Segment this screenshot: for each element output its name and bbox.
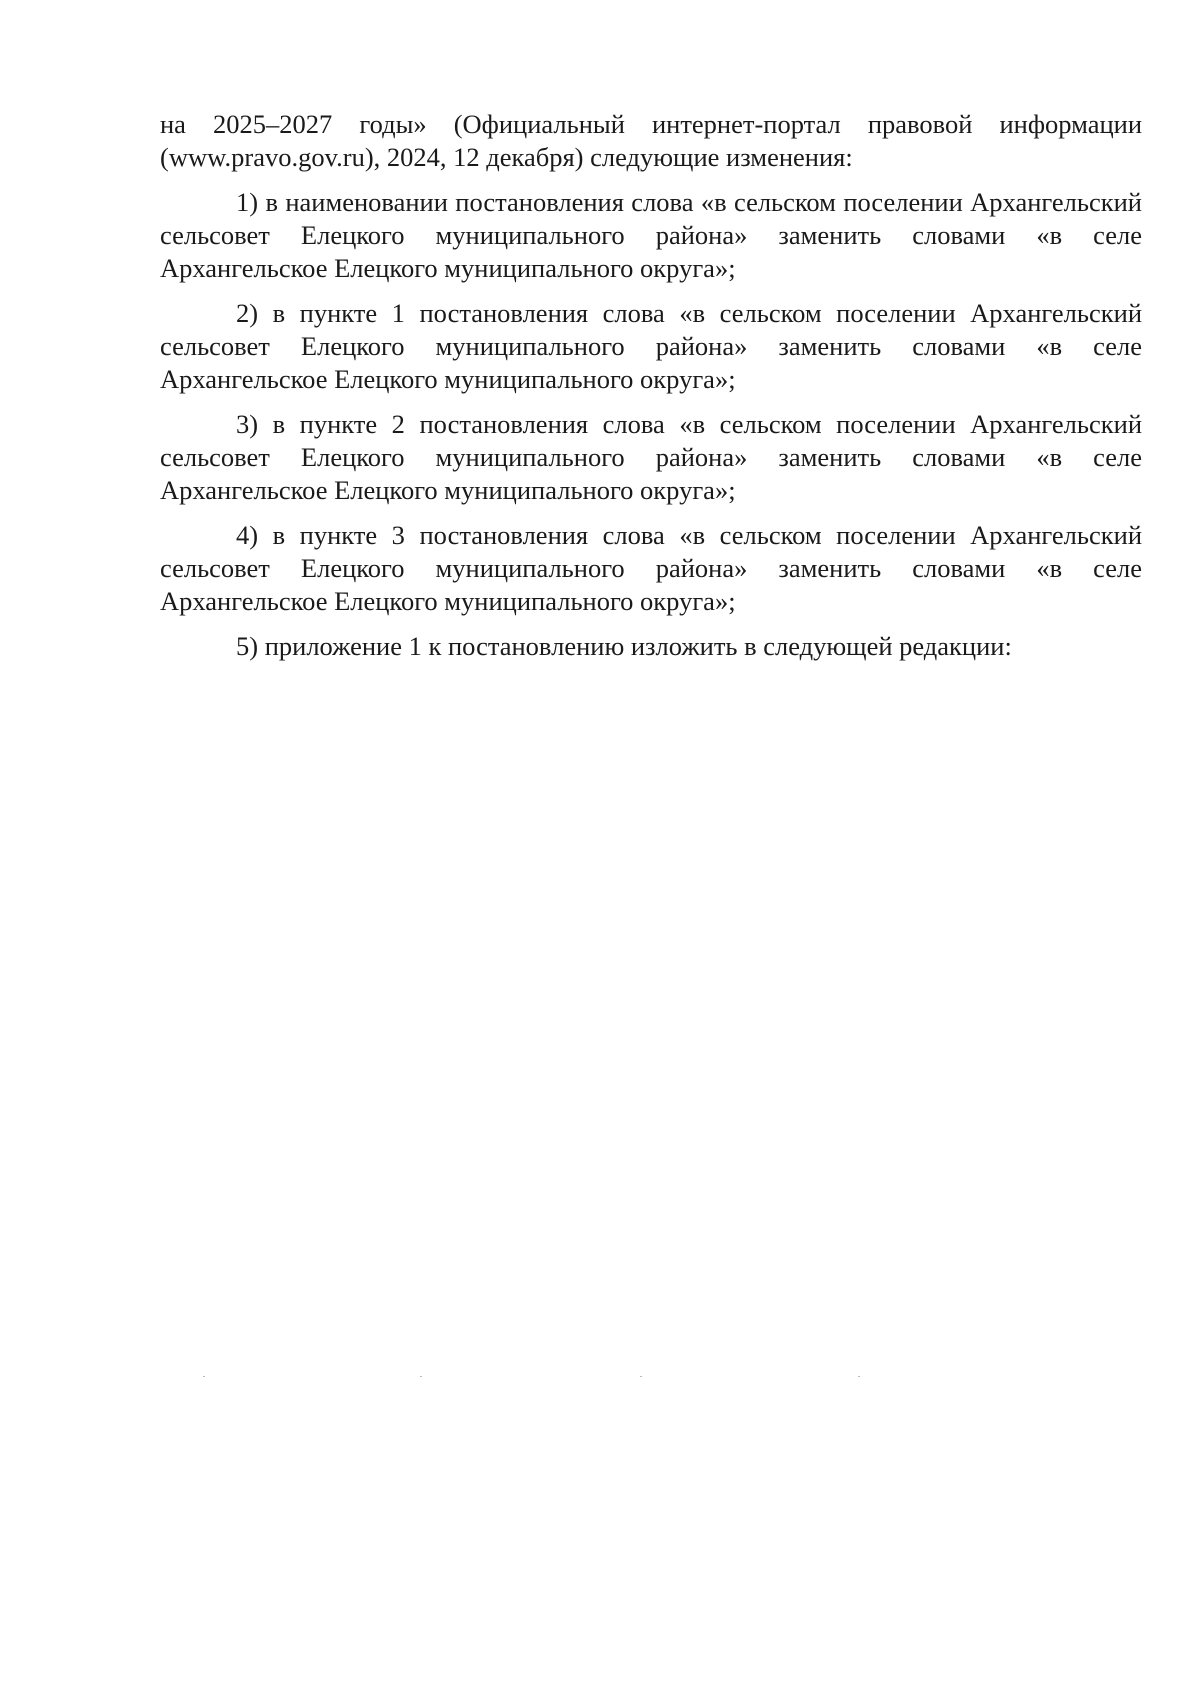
paragraph-item-5: 5) приложение 1 к постановлению изложить в следующей редакции: (236, 631, 1012, 661)
scan-speck (420, 1376, 422, 1377)
paragraph-item-2: 2) в пункте 1 постановления слова «в сельском поселении Архангельский сельсовет Елецкого муниципального района» заменить словами «в селе Архангельское Елецкого муниципального округа»; (160, 298, 1142, 394)
paragraph-item-1: 1) в наименовании постановления слова «в сельском поселении Архангельский сельсовет Елецкого муниципального района» заменить словами «в селе Архангельское Елецкого муниципального округа»; (160, 187, 1142, 283)
paragraph-item-3: 3) в пункте 2 постановления слова «в сельском поселении Архангельский сельсовет Елецкого муниципального района» заменить словами «в селе Архангельское Елецкого муниципального округа»; (160, 409, 1142, 505)
scan-speck (640, 1376, 642, 1377)
document-body (160, 108, 1142, 675)
scan-speck (203, 1376, 205, 1377)
paragraph-intro-continuation: на 2025–2027 годы» (Официальный интернет-портал правовой информации (www.pravo.gov.ru), 2024, 12 декабря) следующие изменения: (160, 109, 1142, 172)
scan-speck (858, 1376, 860, 1377)
paragraph-item-4: 4) в пункте 3 постановления слова «в сельском поселении Архангельский сельсовет Елецкого муниципального района» заменить словами «в селе Архангельское Елецкого муниципального округа»; (160, 520, 1142, 616)
